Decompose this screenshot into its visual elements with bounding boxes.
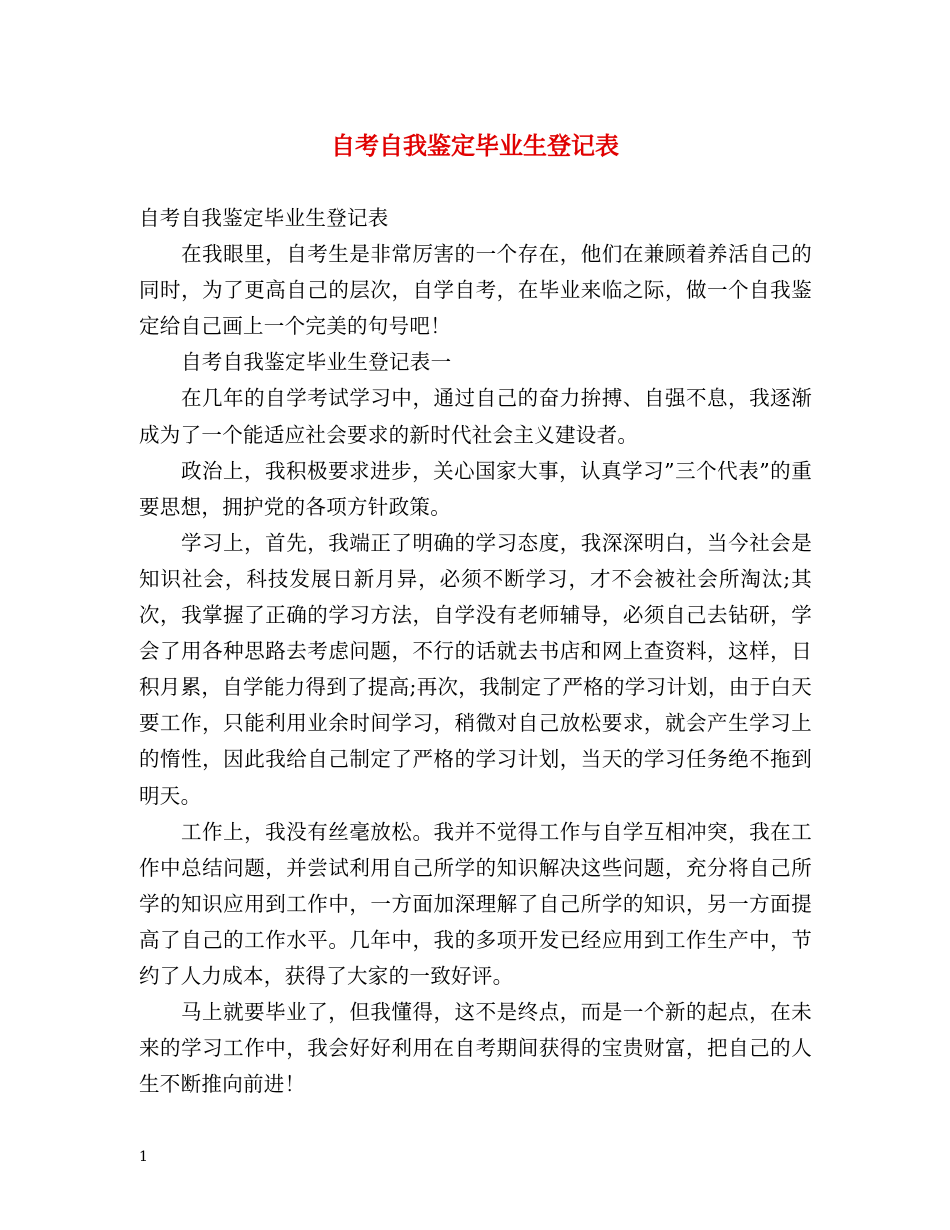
- body-paragraph: 马上就要毕业了，但我懂得，这不是终点，而是一个新的起点，在未来的学习工作中，我会好好利用在自考期间获得的宝贵财富，把自己的人生不断推向前进！: [139, 1000, 812, 1097]
- intro-paragraph: 在我眼里，自考生是非常厉害的一个存在，他们在兼顾着养活自己的同时，为了更高自己的层次，自学自考，在毕业来临之际，做一个自我鉴定给自己画上一个完美的句号吧！: [139, 242, 812, 339]
- document-title: 自考自我鉴定毕业生登记表: [331, 131, 619, 160]
- body-paragraph: 政治上，我积极要求进步，关心国家大事，认真学习”三个代表”的重要思想，拥护党的各项方针政策。: [139, 458, 812, 519]
- section-heading: 自考自我鉴定毕业生登记表一: [181, 350, 452, 375]
- body-paragraph: 在几年的自学考试学习中，通过自己的奋力拚搏、自强不息，我逐渐成为了一个能适应社会要求的新时代社会主义建设者。: [139, 386, 812, 447]
- document-body: [139, 200, 812, 1102]
- body-paragraph: 学习上，首先，我端正了明确的学习态度，我深深明白，当今社会是知识社会，科技发展日新月异，必须不断学习，才不会被社会所淘汰;其次，我掌握了正确的学习方法，自学没有老师辅导，必须自己去钻研，学会了用各种思路去考虑问题，不行的话就去书店和网上查资料，这样，日积月累，自学能力得到了提高;再次，我制定了严格的学习计划，由于白天要工作，只能利用业余时间学习，稍微对自己放松要求，就会产生学习上的惰性，因此我给自己制定了严格的学习计划，当天的学习任务绝不拖到明天。: [139, 530, 812, 808]
- body-paragraph: 工作上，我没有丝毫放松。我并不觉得工作与自学互相冲突，我在工作中总结问题，并尝试利用自己所学的知识解决这些问题，充分将自己所学的知识应用到工作中，一方面加深理解了自己所学的知识，另一方面提高了自己的工作水平。几年中，我的多项开发已经应用到工作生产中，节约了人力成本，获得了大家的一致好评。: [139, 819, 812, 988]
- body-heading: 自考自我鉴定毕业生登记表: [139, 206, 389, 230]
- page-number: 1: [139, 1149, 148, 1165]
